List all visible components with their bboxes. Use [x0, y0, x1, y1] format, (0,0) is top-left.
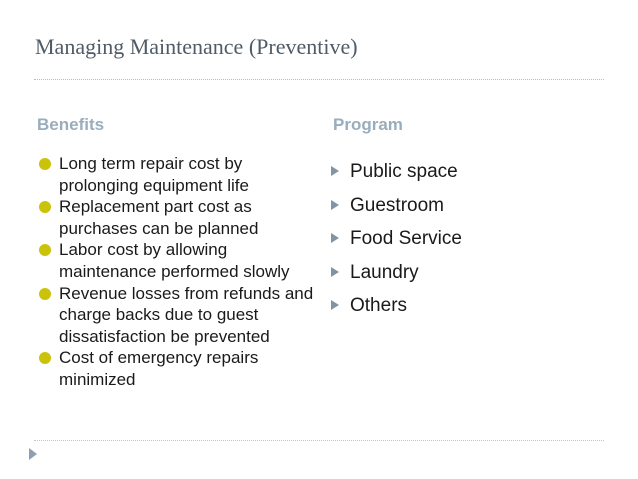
program-text: Food Service — [350, 228, 462, 249]
program-list — [331, 155, 611, 323]
program-item — [331, 256, 611, 290]
circle-bullet-icon — [39, 158, 51, 170]
program-text: Guestroom — [350, 194, 444, 216]
circle-bullet-icon — [39, 288, 51, 300]
benefit-item — [38, 283, 323, 348]
program-text: Public space — [350, 161, 458, 182]
benefit-text: Revenue losses from refunds and charge backs due to guest dissatisfaction be prevented — [59, 283, 314, 346]
triangle-bullet-icon — [331, 200, 339, 210]
benefits-heading: Benefits — [37, 115, 105, 134]
program-text: Laundry — [350, 261, 419, 283]
benefit-item — [38, 239, 323, 282]
benefit-item — [38, 153, 323, 196]
benefits-list — [38, 153, 323, 391]
program-item — [331, 222, 611, 256]
triangle-bullet-icon — [331, 166, 339, 176]
next-slide-arrow-icon[interactable] — [29, 448, 37, 460]
program-item — [331, 189, 611, 223]
benefit-text: Replacement part cost as purchases can be planned — [59, 197, 259, 238]
triangle-bullet-icon — [331, 267, 339, 277]
benefit-text: Cost of emergency repairs minimized — [59, 348, 259, 389]
circle-bullet-icon — [39, 352, 51, 364]
benefit-text: Labor cost by allowing maintenance performed slowly — [59, 240, 290, 281]
title-divider — [34, 79, 604, 80]
program-item — [331, 289, 611, 323]
slide-title: Managing Maintenance (Preventive) — [35, 34, 358, 59]
footer-divider — [34, 440, 604, 441]
benefit-item — [38, 196, 323, 239]
benefit-item — [38, 347, 323, 390]
program-heading: Program — [333, 115, 403, 134]
circle-bullet-icon — [39, 244, 51, 256]
program-text: Others — [350, 295, 408, 316]
program-item — [331, 155, 611, 189]
circle-bullet-icon — [39, 201, 51, 213]
triangle-bullet-icon — [331, 300, 339, 310]
benefit-text: Long term repair cost by prolonging equipment life — [59, 154, 249, 195]
triangle-bullet-icon — [331, 233, 339, 243]
